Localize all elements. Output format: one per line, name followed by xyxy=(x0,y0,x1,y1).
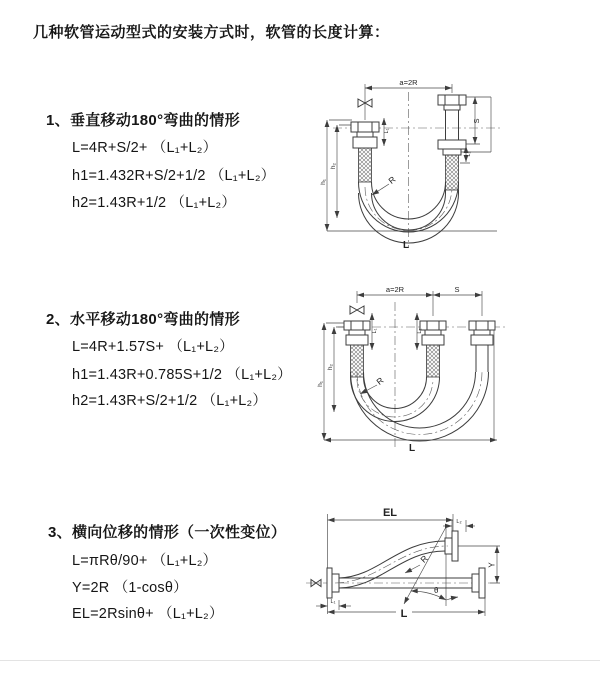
section-2-formula-h1: h1=1.43R+0.785S+1/2 （L₁+L₂） xyxy=(72,367,292,383)
diagram-horizontal-180-bend xyxy=(306,281,594,459)
dim-label-r: R xyxy=(418,553,430,565)
middle-fitting xyxy=(420,321,446,377)
dim-label-h1: h₁ xyxy=(317,381,324,387)
section-2-heading: 2、水平移动180°弯曲的情形 xyxy=(46,311,240,328)
valve-icon xyxy=(350,306,364,314)
page-title: 几种软管运动型式的安装方式时，软管的长度计算： xyxy=(33,24,390,41)
section-3-formula-el: EL=2Rsinθ+ （L₁+L₂） xyxy=(72,606,224,622)
hose-loop-swept xyxy=(351,366,489,441)
dim-label-y: Y xyxy=(487,562,497,568)
dim-label-r: R xyxy=(374,375,386,387)
dim-label-l2: L₂ xyxy=(466,151,472,157)
dim-label-l1: L₁ xyxy=(384,128,390,134)
section-1-formula-h1: h1=1.432R+S/2+1/2 （L₁+L₂） xyxy=(72,168,276,184)
section-2-formula-l: L=4R+1.57S+ （L₁+L₂） xyxy=(72,339,234,355)
dim-label-a2r: a=2R xyxy=(385,285,405,294)
dim-label-l2: L₂ xyxy=(456,519,462,525)
diagram-lateral-displacement xyxy=(298,496,600,656)
dim-label-l2: L₂ xyxy=(417,328,423,334)
dim-label-a2r: a=2R xyxy=(399,78,418,87)
dim-label-l1: L₁ xyxy=(330,599,336,605)
dim-label-h2: h₂ xyxy=(330,162,337,170)
diagram-vertical-180-bend xyxy=(313,76,591,254)
dim-label-h2: h₂ xyxy=(327,363,334,371)
right-fitting xyxy=(438,95,466,190)
dim-label-h1: h₁ xyxy=(320,179,327,185)
section-3-heading: 3、横向位移的情形（一次性变位） xyxy=(48,524,287,541)
dim-label-el: EL xyxy=(382,507,398,519)
page-bottom-rule xyxy=(0,660,600,661)
section-1-formula-l: L=4R+S/2+ （L₁+L₂） xyxy=(72,140,218,156)
hose-s-curve xyxy=(335,541,448,588)
dim-label-r: R xyxy=(386,174,398,186)
lower-flange xyxy=(472,568,485,598)
dim-label-length: L xyxy=(402,240,410,251)
dim-label-l1: L₁ xyxy=(372,328,378,334)
section-3-formula-y: Y=2R （1-cosθ） xyxy=(72,580,188,596)
section-3-formula-l: L=πRθ/90+ （L₁+L₂） xyxy=(72,553,218,569)
left-fitting xyxy=(351,122,379,182)
dim-label-theta: θ xyxy=(434,586,439,595)
left-fitting xyxy=(344,321,370,377)
right-fitting xyxy=(469,321,495,366)
dim-label-s: S xyxy=(454,285,460,294)
dim-label-length: L xyxy=(408,443,416,454)
section-1-heading: 1、垂直移动180°弯曲的情形 xyxy=(46,112,240,129)
dim-label-s: S xyxy=(472,118,481,124)
section-2-formula-h2: h2=1.43R+S/2+1/2 （L₁+L₂） xyxy=(72,393,268,409)
dim-label-length: L xyxy=(400,608,408,620)
section-1-formula-h2: h2=1.43R+1/2 （L₁+L₂） xyxy=(72,195,237,211)
